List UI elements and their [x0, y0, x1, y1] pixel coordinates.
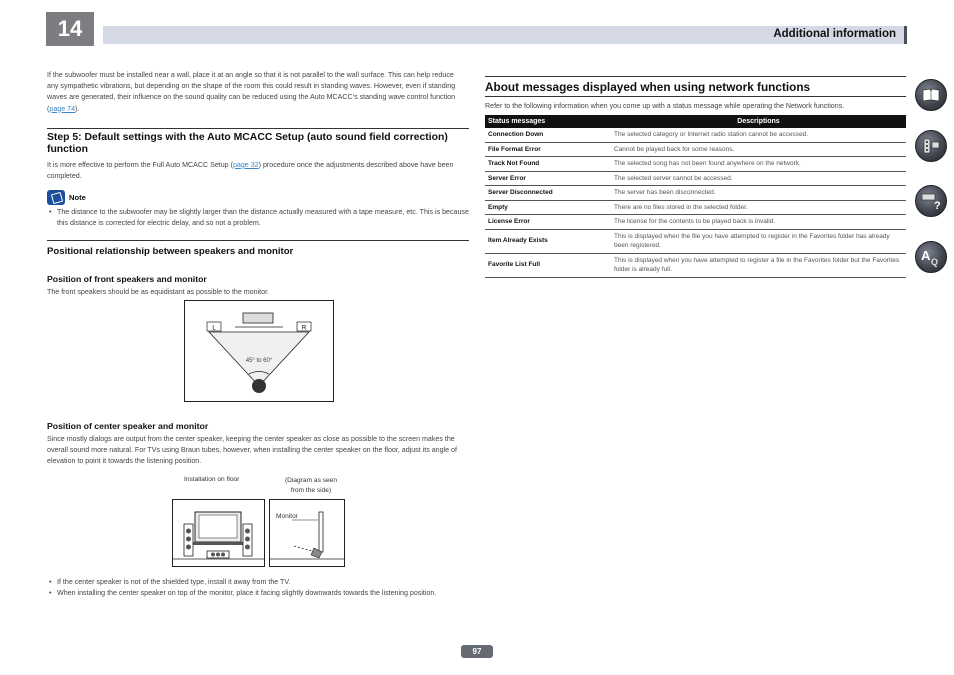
network-heading: About messages displayed when using network functions — [485, 76, 906, 97]
table-row — [485, 171, 906, 186]
intro-text: If the subwoofer must be installed near a wall, place it at an angle so that it is not parallel to the wall surface. This can help reduce any sympathetic vibrations, but depending on the shape of the room this could result in standing waves. However, even if standing waves are generated, their influence on the sound quality can be reduced using the Auto MCACC’s standing wave control function ( — [47, 71, 456, 113]
caption-side-1: (Diagram as seen — [284, 477, 338, 484]
status-message-cell: Connection Down — [485, 128, 611, 142]
description-cell: The selected song has not been found anywhere on the network. — [611, 157, 906, 172]
left-column — [47, 70, 469, 298]
status-message-cell: Server Error — [485, 171, 611, 186]
status-message-cell: Empty — [485, 200, 611, 215]
book-icon[interactable] — [915, 79, 947, 111]
bullet-item: • If the center speaker is not of the shielded type, install it away from the TV. — [47, 577, 469, 588]
header-bar — [103, 26, 907, 44]
description-cell: There are no files stored in the selected folder. — [611, 200, 906, 215]
table-row — [485, 128, 906, 142]
status-table — [485, 115, 906, 278]
center-bullets — [47, 577, 469, 599]
receiver-help-icon[interactable] — [915, 185, 947, 217]
network-intro: Refer to the following information when you come up with a status message while operating the Network functions. — [485, 102, 845, 110]
listener-icon — [252, 379, 266, 393]
table-row — [485, 229, 906, 253]
bullet-item: • When installing the center speaker on top of the monitor, place it facing slightly downwards towards the listening position. — [47, 588, 469, 599]
caption-side — [278, 476, 344, 496]
monitor-shape — [243, 313, 273, 323]
table-header-row — [485, 115, 906, 128]
front-heading: Position of front speakers and monitor — [47, 273, 207, 284]
col-descriptions: Descriptions — [611, 115, 906, 128]
step5-paragraph — [47, 160, 469, 182]
table-row — [485, 253, 906, 277]
intro-text-end: ). — [75, 104, 80, 113]
intro-paragraph — [47, 70, 467, 115]
table-row — [485, 215, 906, 230]
description-cell: The server has been disconnected. — [611, 186, 906, 201]
positional-heading: Positional relationship between speakers and monitor — [47, 240, 469, 257]
label-r: R — [301, 325, 307, 332]
step5-text-b: ) procedure once the adjustments described above have been completed. — [47, 160, 454, 181]
table-row — [485, 200, 906, 215]
floor-install-svg — [173, 500, 264, 566]
description-cell: Cannot be played back for some reasons. — [611, 142, 906, 157]
description-cell: This is displayed when you have attempted to register a file in the Favorites folder but the Favorites folder is already full. — [611, 253, 906, 277]
table-row — [485, 142, 906, 157]
note-heading — [47, 190, 469, 205]
svg-text:A: A — [921, 248, 931, 263]
side-view-diagram — [269, 499, 345, 567]
description-cell: This is displayed when the file you have attempted to register in the Favorites folder has already been registered. — [611, 229, 906, 253]
note-icon — [47, 190, 65, 205]
step5-heading: Step 5: Default settings with the Auto MCACC Setup (auto sound field correction) function — [47, 128, 469, 157]
floor-install-diagram — [172, 499, 265, 567]
side-view-svg — [270, 500, 344, 566]
description-cell: The selected server cannot be accessed. — [611, 171, 906, 186]
caption-floor: Installation on floor — [184, 476, 240, 483]
status-message-cell: Item Already Exists — [485, 229, 611, 253]
table-row — [485, 186, 906, 201]
angle-label: 45° to 60° — [245, 358, 273, 364]
front-speakers-diagram — [184, 300, 334, 402]
status-message-cell: License Error — [485, 215, 611, 230]
front-speakers-svg — [185, 301, 333, 401]
center-heading: Position of center speaker and monitor — [47, 421, 209, 431]
status-message-cell: File Format Error — [485, 142, 611, 157]
monitor-label: Monitor — [276, 513, 298, 520]
page-32-link[interactable]: page 32 — [232, 160, 259, 169]
col-status-messages: Status messages — [485, 115, 611, 128]
right-column — [485, 76, 906, 278]
svg-text:Q: Q — [931, 257, 939, 267]
step5-text-a: It is more effective to perform the Full Auto MCACC Setup ( — [47, 160, 233, 169]
chapter-number: 14 — [46, 12, 94, 46]
table-row — [485, 157, 906, 172]
description-cell: The license for the contents to be played back is invalid. — [611, 215, 906, 230]
table-body — [485, 128, 906, 277]
status-message-cell: Favorite List Full — [485, 253, 611, 277]
note-label: Note — [69, 193, 86, 203]
remote-control-icon[interactable] — [915, 130, 947, 162]
description-cell: The selected category or Internet radio station cannot be accessed. — [611, 128, 906, 142]
center-paragraph: Since mostly dialogs are output from the center speaker, keeping the center speaker as close as possible to the screen makes the overall sound more natural. For TVs using Braun tubes, however, when installing the center speaker on the floor, adjust its angle of elevation to point it towards the listening position. — [47, 435, 457, 466]
center-section — [47, 421, 469, 468]
status-message-cell: Server Disconnected — [485, 186, 611, 201]
label-l: L — [212, 325, 216, 332]
note-bullet: • The distance to the subwoofer may be slightly larger than the distance actually measured with a tape measure, etc. This is because this distance is corrected for electric delay, and so not a problem. — [47, 207, 469, 229]
front-paragraph: The front speakers should be as equidistant as possible to the monitor. — [47, 287, 270, 296]
caption-side-2: from the side) — [290, 487, 332, 494]
svg-text:?: ? — [934, 200, 941, 211]
note-list — [47, 207, 469, 229]
header-title: Additional information — [773, 28, 896, 40]
faq-icon[interactable] — [915, 241, 947, 273]
page-number: 97 — [461, 645, 493, 658]
status-message-cell: Track Not Found — [485, 157, 611, 172]
page-74-link[interactable]: page 74 — [49, 104, 76, 113]
